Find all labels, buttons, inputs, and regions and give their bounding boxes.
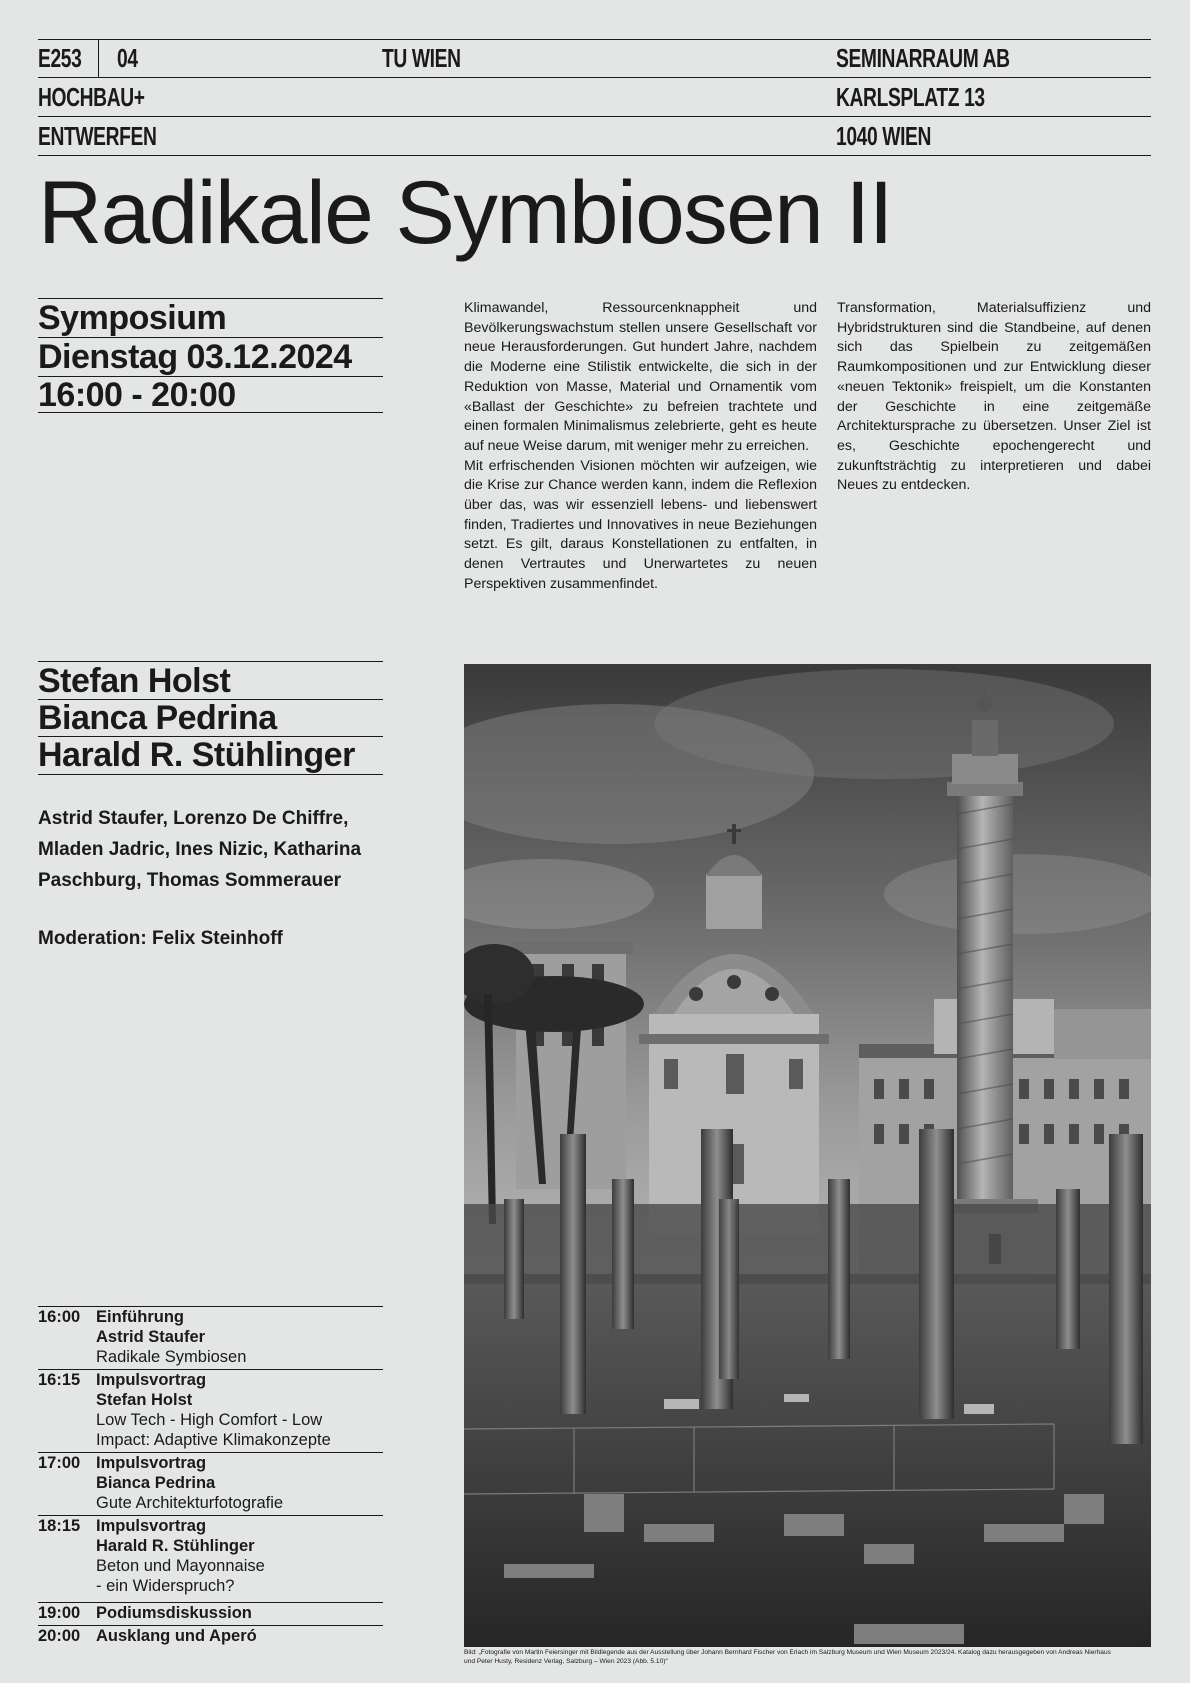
venue-room: SEMINARRAUM AB [836, 43, 1010, 73]
program-time: 16:00 [38, 1308, 81, 1326]
program-topic: Beton und Mayonnaise [96, 1557, 265, 1575]
program-topic: Gute Architekturfotografie [96, 1494, 284, 1512]
program-speaker: Stefan Holst [96, 1391, 193, 1409]
contributors-list: Astrid Staufer, Lorenzo De Chiffre, Mladen Jadric, Ines Nizic, Katharina Paschburg, Thomas Sommerauer [38, 808, 362, 891]
program-title: Impulsvortrag [96, 1454, 207, 1472]
event-date: Dienstag 03.12.2024 [38, 338, 352, 376]
program-time: 19:00 [38, 1604, 81, 1622]
header-rule-top [38, 39, 1151, 40]
speaker-rule-4 [38, 774, 383, 775]
program-speaker: Harald R. Stühlinger [96, 1537, 255, 1555]
header-divider [98, 39, 99, 77]
poster-title: Radikale Symbiosen II [38, 162, 892, 262]
university-name: TU WIEN [382, 43, 461, 73]
program-topic: Radikale Symbiosen [96, 1348, 247, 1366]
intro-column-2 [837, 299, 1151, 496]
venue-street: KARLSPLATZ 13 [836, 82, 985, 112]
photo-caption [464, 1648, 1154, 1666]
program-topic: - ein Widerspruch? [96, 1577, 235, 1595]
department-line-1: HOCHBAU+ [38, 82, 145, 112]
photo-caption-line-1: Bild: „Fotografie von Martin Feiersinger mit Bildlegende aus der Ausstellung über Johann Bernhard Fischer von Erlach im Salzburg Museum und Wien Museum 2023/24. Katalog dazu herausgegeben von Andreas Nierhaus [464, 1649, 1111, 1656]
intro-paragraph-2: Mit erfrischenden Visionen möchten wir aufzeigen, wie die Krise zur Chance werden kann, indem die Reflexion über das, was wir essenziell lebens- und liebenswert finden, Tradiertes und Innovatives in neue Beziehungen setzt. Es gilt, daraus Konstellationen zu entfalten, in denen Vertrautes und Unerwartetes zu neuen Perspektiven zusammenfindet. [464, 457, 817, 592]
program-time: 17:00 [38, 1454, 81, 1472]
program-topic: Low Tech - High Comfort - Low [96, 1411, 323, 1429]
program-title: Impulsvortrag [96, 1371, 207, 1389]
program-time: 18:15 [38, 1517, 81, 1535]
event-type: Symposium [38, 299, 227, 337]
program-speaker: Bianca Pedrina [96, 1474, 216, 1492]
intro-paragraph-3: Transformation, Materialsuffizienz und Hybridstrukturen sind die Standbeine, auf denen sich das Spielbein zu zeitgemäßen Raumkompositionen und zur Entwicklung dieser «neuen Tektonik» freispielt, um die Konstanten der Geschichte in eine zeitgemäße Architektursprache zu übersetzen. Unser Ziel ist es, Geschichte epochengerecht und zukunftsträchtig zu interpretieren und dabei Neues zu entdecken. [837, 300, 1151, 494]
department-line-2: ENTWERFEN [38, 121, 157, 151]
program-title: Podiumsdiskussion [96, 1604, 252, 1622]
institute-number: 04 [117, 43, 138, 73]
speaker-3: Harald R. Stühlinger [38, 736, 355, 774]
program-time: 20:00 [38, 1627, 81, 1645]
photo-caption-line-2: und Peter Husty, Residenz Verlag, Salzburg – Wien 2023 (Abb. 5.10)“ [464, 1658, 668, 1665]
intro-column-1 [464, 299, 817, 595]
intro-paragraph-1: Klimawandel, Ressourcenknappheit und Bevölkerungswachstum stellen unsere Gesellschaft vor neue Herausforderungen. Gut hundert Jahre, nachdem die Moderne eine Stilistik entwickelte, die sich in der Reduktion von Masse, Material und Ornamentik vom «Ballast der Geschichte» zu befreien trachtete und einen formalen Minimalismus zelebrierte, geht es heute auf neue Weise darum, mit weniger mehr zu erreichen. [464, 300, 817, 454]
program-speaker: Astrid Staufer [96, 1328, 206, 1346]
course-code: E253 [38, 43, 82, 73]
program-time: 16:15 [38, 1371, 81, 1389]
header-rule-1 [38, 77, 1151, 78]
program-title: Ausklang und Aperó [96, 1627, 257, 1645]
speaker-1: Stefan Holst [38, 662, 231, 700]
forum-photograph [464, 664, 1151, 1647]
moderation: Moderation: Felix Steinhoff [38, 928, 283, 949]
header-rule-2 [38, 116, 1151, 117]
header-rule-3 [38, 155, 1151, 156]
program-title: Einführung [96, 1308, 184, 1326]
program-topic: Impact: Adaptive Klimakonzepte [96, 1431, 331, 1449]
speaker-2: Bianca Pedrina [38, 699, 277, 737]
program-title: Impulsvortrag [96, 1517, 207, 1535]
event-time: 16:00 - 20:00 [38, 376, 236, 414]
venue-city: 1040 WIEN [836, 121, 932, 151]
